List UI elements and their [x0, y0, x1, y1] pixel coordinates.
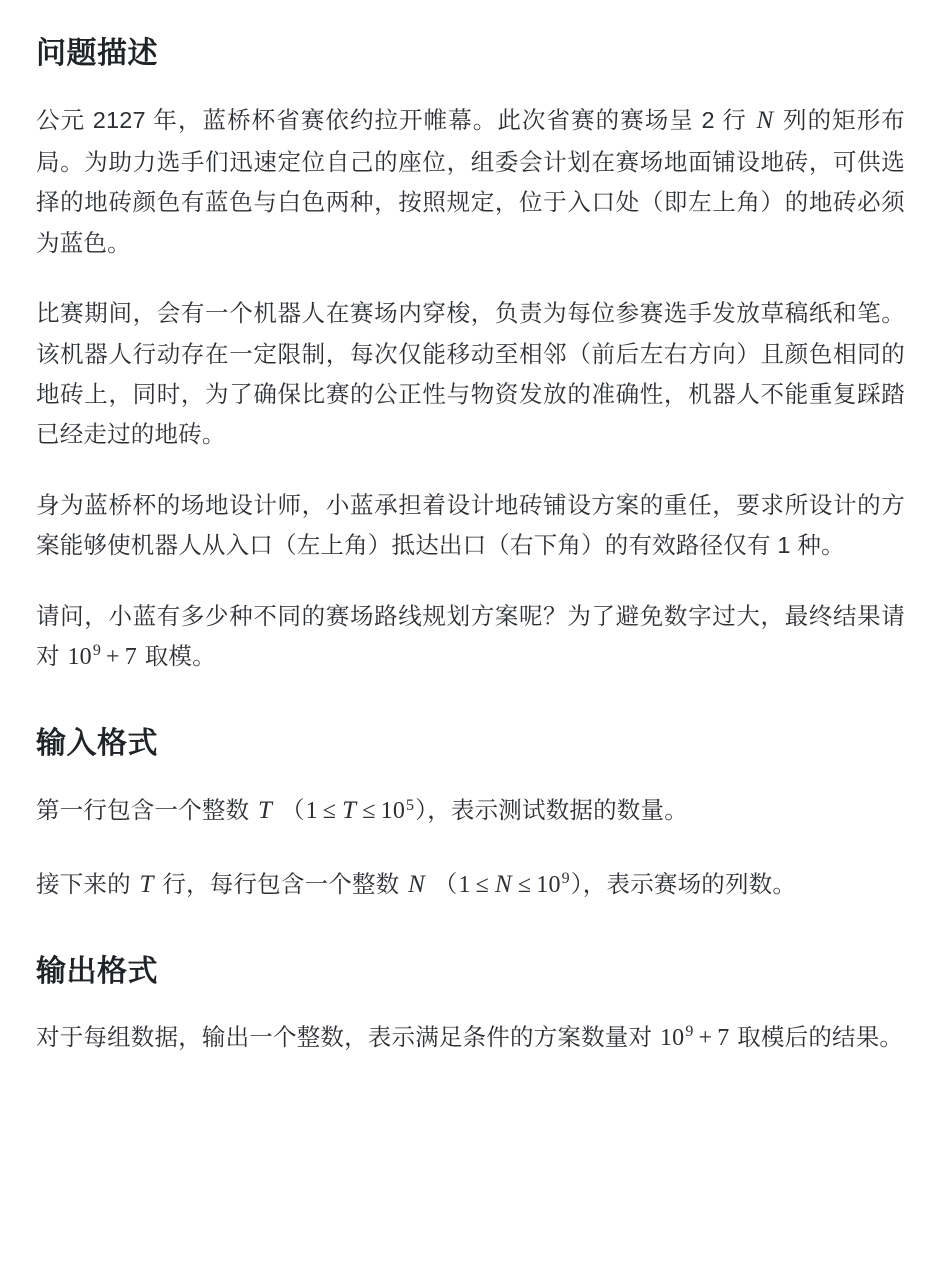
math-token-op: ≤	[517, 871, 532, 898]
math-token-num: 10	[536, 871, 561, 898]
math-token-sup: 9	[685, 1023, 694, 1041]
paragraph-input-1: 第一行包含一个整数 T $(1 \le T \le 10^5)$，表示测试数据的数量。	[36, 796, 688, 825]
math-token-num: 1	[305, 798, 318, 825]
section-heading-problem-description: 问题描述	[36, 37, 158, 70]
math-token-op: ≤	[475, 871, 489, 898]
math-token-num: 7	[124, 644, 137, 671]
math-token-var: N	[495, 870, 512, 898]
math-token-sup: 9	[92, 642, 102, 660]
paragraph-problem-1: 公元 2127 年，蓝桥杯省赛依约拉开帷幕。此次省赛的赛场呈 2 行 N 列的矩形布局。为助力选手们迅速定位自己的座位，组委会计划在赛场地面铺设地砖，可供选择的地砖颜色有蓝色与白色两种，按照规定，位于入口处（即左上角）的地砖必须为蓝色。	[36, 107, 905, 256]
paragraph-output-1: 对于每组数据，输出一个整数，表示满足条件的方案数量对 $10^9 + 7$ 取模后的结果。	[36, 1023, 904, 1051]
math-token-num: 10	[380, 798, 406, 825]
math-token-op: ≤	[322, 798, 337, 825]
math-token-var: T	[258, 797, 273, 825]
paragraph-problem-4: 请问，小蓝有多少种不同的赛场路线规划方案呢？为了避免数字过大，最终结果请对 $10^9 + 7$ 取模。	[36, 602, 905, 671]
math-token-sup: 5	[406, 796, 415, 814]
section-heading-input-format: 输入格式	[36, 727, 158, 761]
math-token-var: T	[139, 870, 154, 898]
math-token-op: ≤	[362, 798, 376, 825]
math-token-num: 10	[659, 1024, 685, 1051]
math-token-num: 1	[458, 871, 471, 898]
math-token-sup: 9	[561, 869, 570, 887]
math-token-var: T	[342, 797, 357, 825]
math-token-var: N	[756, 107, 774, 134]
paragraph-problem-2: 比赛期间，会有一个机器人在赛场内穿梭，负责为每位参赛选手发放草稿纸和笔。该机器人行动存在一定限制，每次仅能移动至相邻（前后左右方向）且颜色相同的地砖上，同时，为了确保比赛的公正性与物资发放的准确性，机器人不能重复踩踏已经走过的地砖。	[36, 300, 905, 448]
math-token-op: +	[698, 1024, 713, 1051]
paragraph-problem-3: 身为蓝桥杯的场地设计师，小蓝承担着设计地砖铺设方案的重任，要求所设计的方案能够使机器人从入口（左上角）抵达出口（右下角）的有效路径仅有 1 种。	[36, 491, 905, 559]
section-heading-output-format: 输出格式	[36, 954, 158, 988]
math-token-var: N	[408, 870, 425, 898]
math-token-num: 10	[67, 644, 92, 671]
paragraph-input-2: 接下来的 T 行，每行包含一个整数 N $(1 \le N \le 10^9)$，表示赛场的列数。	[36, 869, 797, 898]
math-token-op: +	[106, 644, 120, 671]
math-token-num: 7	[717, 1024, 730, 1051]
